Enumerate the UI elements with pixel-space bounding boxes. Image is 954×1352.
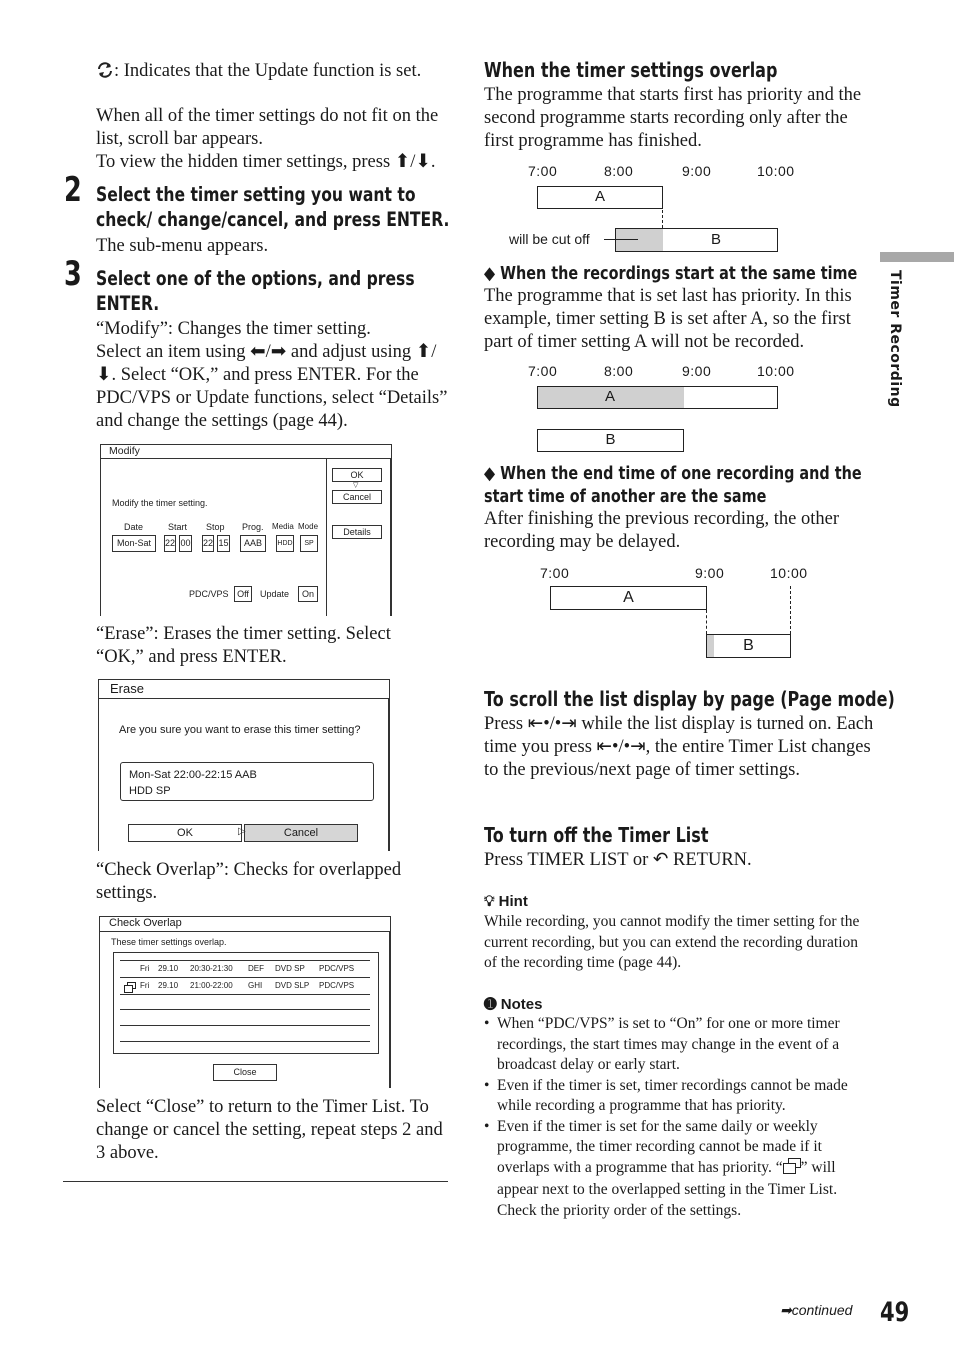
close-button[interactable]: Close bbox=[213, 1064, 277, 1081]
recording-b-bar: B bbox=[615, 228, 778, 252]
recording-b-bar: B bbox=[706, 634, 791, 658]
modify-title: Modify bbox=[109, 445, 140, 457]
recording-a-bar: A bbox=[537, 386, 778, 409]
side-tab bbox=[886, 270, 906, 408]
section-tab-bar bbox=[880, 252, 954, 262]
recording-a-bar: A bbox=[550, 586, 707, 610]
step-2-title: Select the timer setting you want to check/ change/cancel, and press ENTER. bbox=[96, 183, 450, 231]
col-media: Media bbox=[272, 522, 294, 531]
up-down-arrow-icon: ⬆/⬇ bbox=[96, 342, 437, 385]
overlap-title: Check Overlap bbox=[109, 917, 182, 929]
start-minute-field[interactable]: 00 bbox=[179, 535, 192, 552]
ok-button[interactable]: OK bbox=[332, 468, 382, 482]
hint-heading: 💡︎ Hint bbox=[484, 893, 528, 910]
prev-next-icon: ⇤•/•⇥ bbox=[527, 714, 577, 734]
mode-field[interactable]: SP bbox=[300, 535, 318, 552]
chevron-down-icon: ▽ bbox=[353, 481, 359, 489]
cursor-arrow-icon: ▷ bbox=[238, 826, 246, 837]
pdc-field[interactable]: Off bbox=[234, 586, 252, 602]
table-row[interactable]: Fri 29.10 21:00-22:00 GHI DVD SLP PDC/VPS bbox=[120, 980, 370, 992]
list-item: • Even if the timer is set for the same daily or weekly programme, the timer recording cannot be made if it overlaps with a programme that has priority. “ ” will appear next to the overlapped setting in the Timer List. Check the priority order of the settings. bbox=[484, 1117, 869, 1222]
up-down-arrow-icon: ⬆/⬇. bbox=[394, 152, 436, 172]
close-description: Select “Close” to return to the Timer List. To change or cancel the setting, repeat steps 2 and 3 above. bbox=[96, 1097, 443, 1163]
timeline-diagram-overlap: 7:00 8:00 9:00 10:00 A B will be cut off bbox=[500, 160, 820, 255]
timeline-diagram-same-start: 7:00 8:00 9:00 10:00 A B bbox=[500, 360, 820, 455]
scroll-note: When all of the timer settings do not fit on the list, scroll bar appears. To view the hidden timer settings, press ⬆/⬇. bbox=[96, 106, 439, 172]
return-icon: ↶ bbox=[652, 850, 669, 870]
diamond-icon: ◆ bbox=[484, 263, 501, 284]
recording-a-bar: A bbox=[537, 186, 663, 209]
column-divider bbox=[63, 1181, 448, 1182]
col-date: Date bbox=[124, 522, 144, 532]
cancel-button[interactable]: Cancel bbox=[332, 490, 382, 504]
modify-screen bbox=[100, 444, 392, 616]
cut-off-label: will be cut off bbox=[509, 231, 590, 247]
overlap-heading: When the timer settings overlap bbox=[484, 58, 778, 82]
erase-title: Erase bbox=[110, 681, 144, 696]
table-row[interactable]: Fri 29.10 20:30-21:30 DEF DVD SP PDC/VPS bbox=[140, 964, 355, 973]
overlap-message: These timer settings overlap. bbox=[111, 937, 227, 947]
side-tab-label: Timer Recording bbox=[887, 270, 903, 408]
continued-label: ➡continued bbox=[780, 1302, 853, 1318]
erase-question: Are you sure you want to erase this timer setting? bbox=[119, 724, 361, 736]
same-start-body: The programme that is set last has priority. In this example, timer setting B is set after A, so the first part of timer setting A will not be recorded. bbox=[484, 286, 852, 352]
timeline-diagram-consecutive: 7:00 9:00 10:00 A B bbox=[520, 562, 820, 662]
step-3-number: 3 bbox=[64, 254, 82, 294]
details-button[interactable]: Details bbox=[332, 525, 382, 539]
page-number: 49 bbox=[880, 1297, 910, 1328]
lightbulb-icon: 💡︎ bbox=[484, 893, 499, 910]
list-item: • Even if the timer is set, timer recordings cannot be made while recording a programme that has priority. bbox=[484, 1076, 869, 1117]
step-3-title: Select one of the options, and press ENTER. bbox=[96, 267, 415, 315]
cancel-button[interactable]: Cancel bbox=[244, 824, 358, 842]
same-start-heading: ◆ When the recordings start at the same time bbox=[484, 263, 858, 284]
turn-off-body: Press TIMER LIST or ↶ RETURN. bbox=[484, 850, 752, 870]
modify-message: Modify the timer setting. bbox=[112, 498, 208, 508]
overlap-description: “Check Overlap”: Checks for overlapped settings. bbox=[96, 860, 402, 903]
turn-off-heading: To turn off the Timer List bbox=[484, 823, 709, 847]
update-label: Update bbox=[260, 589, 290, 599]
same-end-body: After finishing the previous recording, the other recording may be delayed. bbox=[484, 509, 839, 552]
overlap-body: The programme that starts first has priority and the second programme starts recording only after the first programme has finished. bbox=[484, 85, 862, 151]
update-icon bbox=[96, 61, 114, 86]
col-mode: Mode bbox=[298, 522, 319, 531]
page-mode-heading: To scroll the list display by page (Page mode) bbox=[484, 687, 895, 711]
step-2-body: The sub-menu appears. bbox=[96, 236, 269, 256]
overlap-icon bbox=[124, 980, 136, 998]
overlap-list bbox=[113, 952, 379, 1054]
hint-body: While recording, you cannot modify the timer setting for the current recording, but you can extend the recording duration of the recording time (page 44). bbox=[484, 913, 860, 971]
notes-heading: ➊ Notes bbox=[484, 996, 543, 1013]
arrow-right-icon: ➡ bbox=[780, 1302, 792, 1318]
left-right-arrow-icon: ⬅/➡ bbox=[250, 342, 287, 362]
col-start: Start bbox=[168, 522, 188, 532]
start-hour-field[interactable]: 22 bbox=[164, 535, 176, 552]
step-2-number: 2 bbox=[64, 170, 82, 210]
programme-field[interactable]: AAB bbox=[240, 535, 266, 552]
check-overlap-screen bbox=[99, 916, 391, 1088]
ok-button[interactable]: OK bbox=[128, 824, 242, 842]
stop-minute-field[interactable]: 15 bbox=[217, 535, 230, 552]
page-mode-body: Press ⇤•/•⇥ while the list display is turned on. Each time you press ⇤•/•⇥, the entire Timer List changes to the previous/next page of timer settings. bbox=[484, 714, 874, 780]
list-item: • When “PDC/VPS” is set to “On” for one or more timer recordings, the start times may change in the event of a broadcast delay or early start. bbox=[484, 1014, 869, 1076]
update-note: : Indicates that the Update function is set. bbox=[96, 60, 456, 86]
notes-list bbox=[484, 1014, 869, 1221]
prev-next-icon: ⇤•/•⇥ bbox=[596, 737, 646, 757]
overlap-icon bbox=[783, 1158, 801, 1181]
same-end-heading: ◆ When the end time of one recording and the start time of another are the same bbox=[484, 463, 862, 507]
pdc-label: PDC/VPS bbox=[189, 589, 229, 599]
erase-timer-details: Mon-Sat 22:00-22:15 AAB HDD SP bbox=[120, 762, 374, 801]
media-field[interactable]: HDD bbox=[276, 535, 294, 552]
erase-screen bbox=[98, 679, 390, 851]
col-stop: Stop bbox=[206, 522, 225, 532]
modify-description: “Modify”: Changes the timer setting. Select an item using ⬅/➡ and adjust using ⬆/⬇. Select “OK,” and press ENTER. For the PDC/VPS or Update functions, select “Details” and change the settings (page 44). bbox=[96, 319, 448, 431]
erase-description: “Erase”: Erases the timer setting. Select “OK,” and press ENTER. bbox=[96, 624, 391, 667]
col-prog: Prog. bbox=[242, 522, 264, 532]
update-field[interactable]: On bbox=[298, 586, 318, 602]
diamond-icon: ◆ bbox=[484, 463, 501, 484]
recording-b-bar: B bbox=[537, 429, 684, 452]
warning-icon: ➊ bbox=[484, 996, 501, 1013]
stop-hour-field[interactable]: 22 bbox=[202, 535, 214, 552]
date-field[interactable]: Mon-Sat bbox=[112, 535, 156, 552]
